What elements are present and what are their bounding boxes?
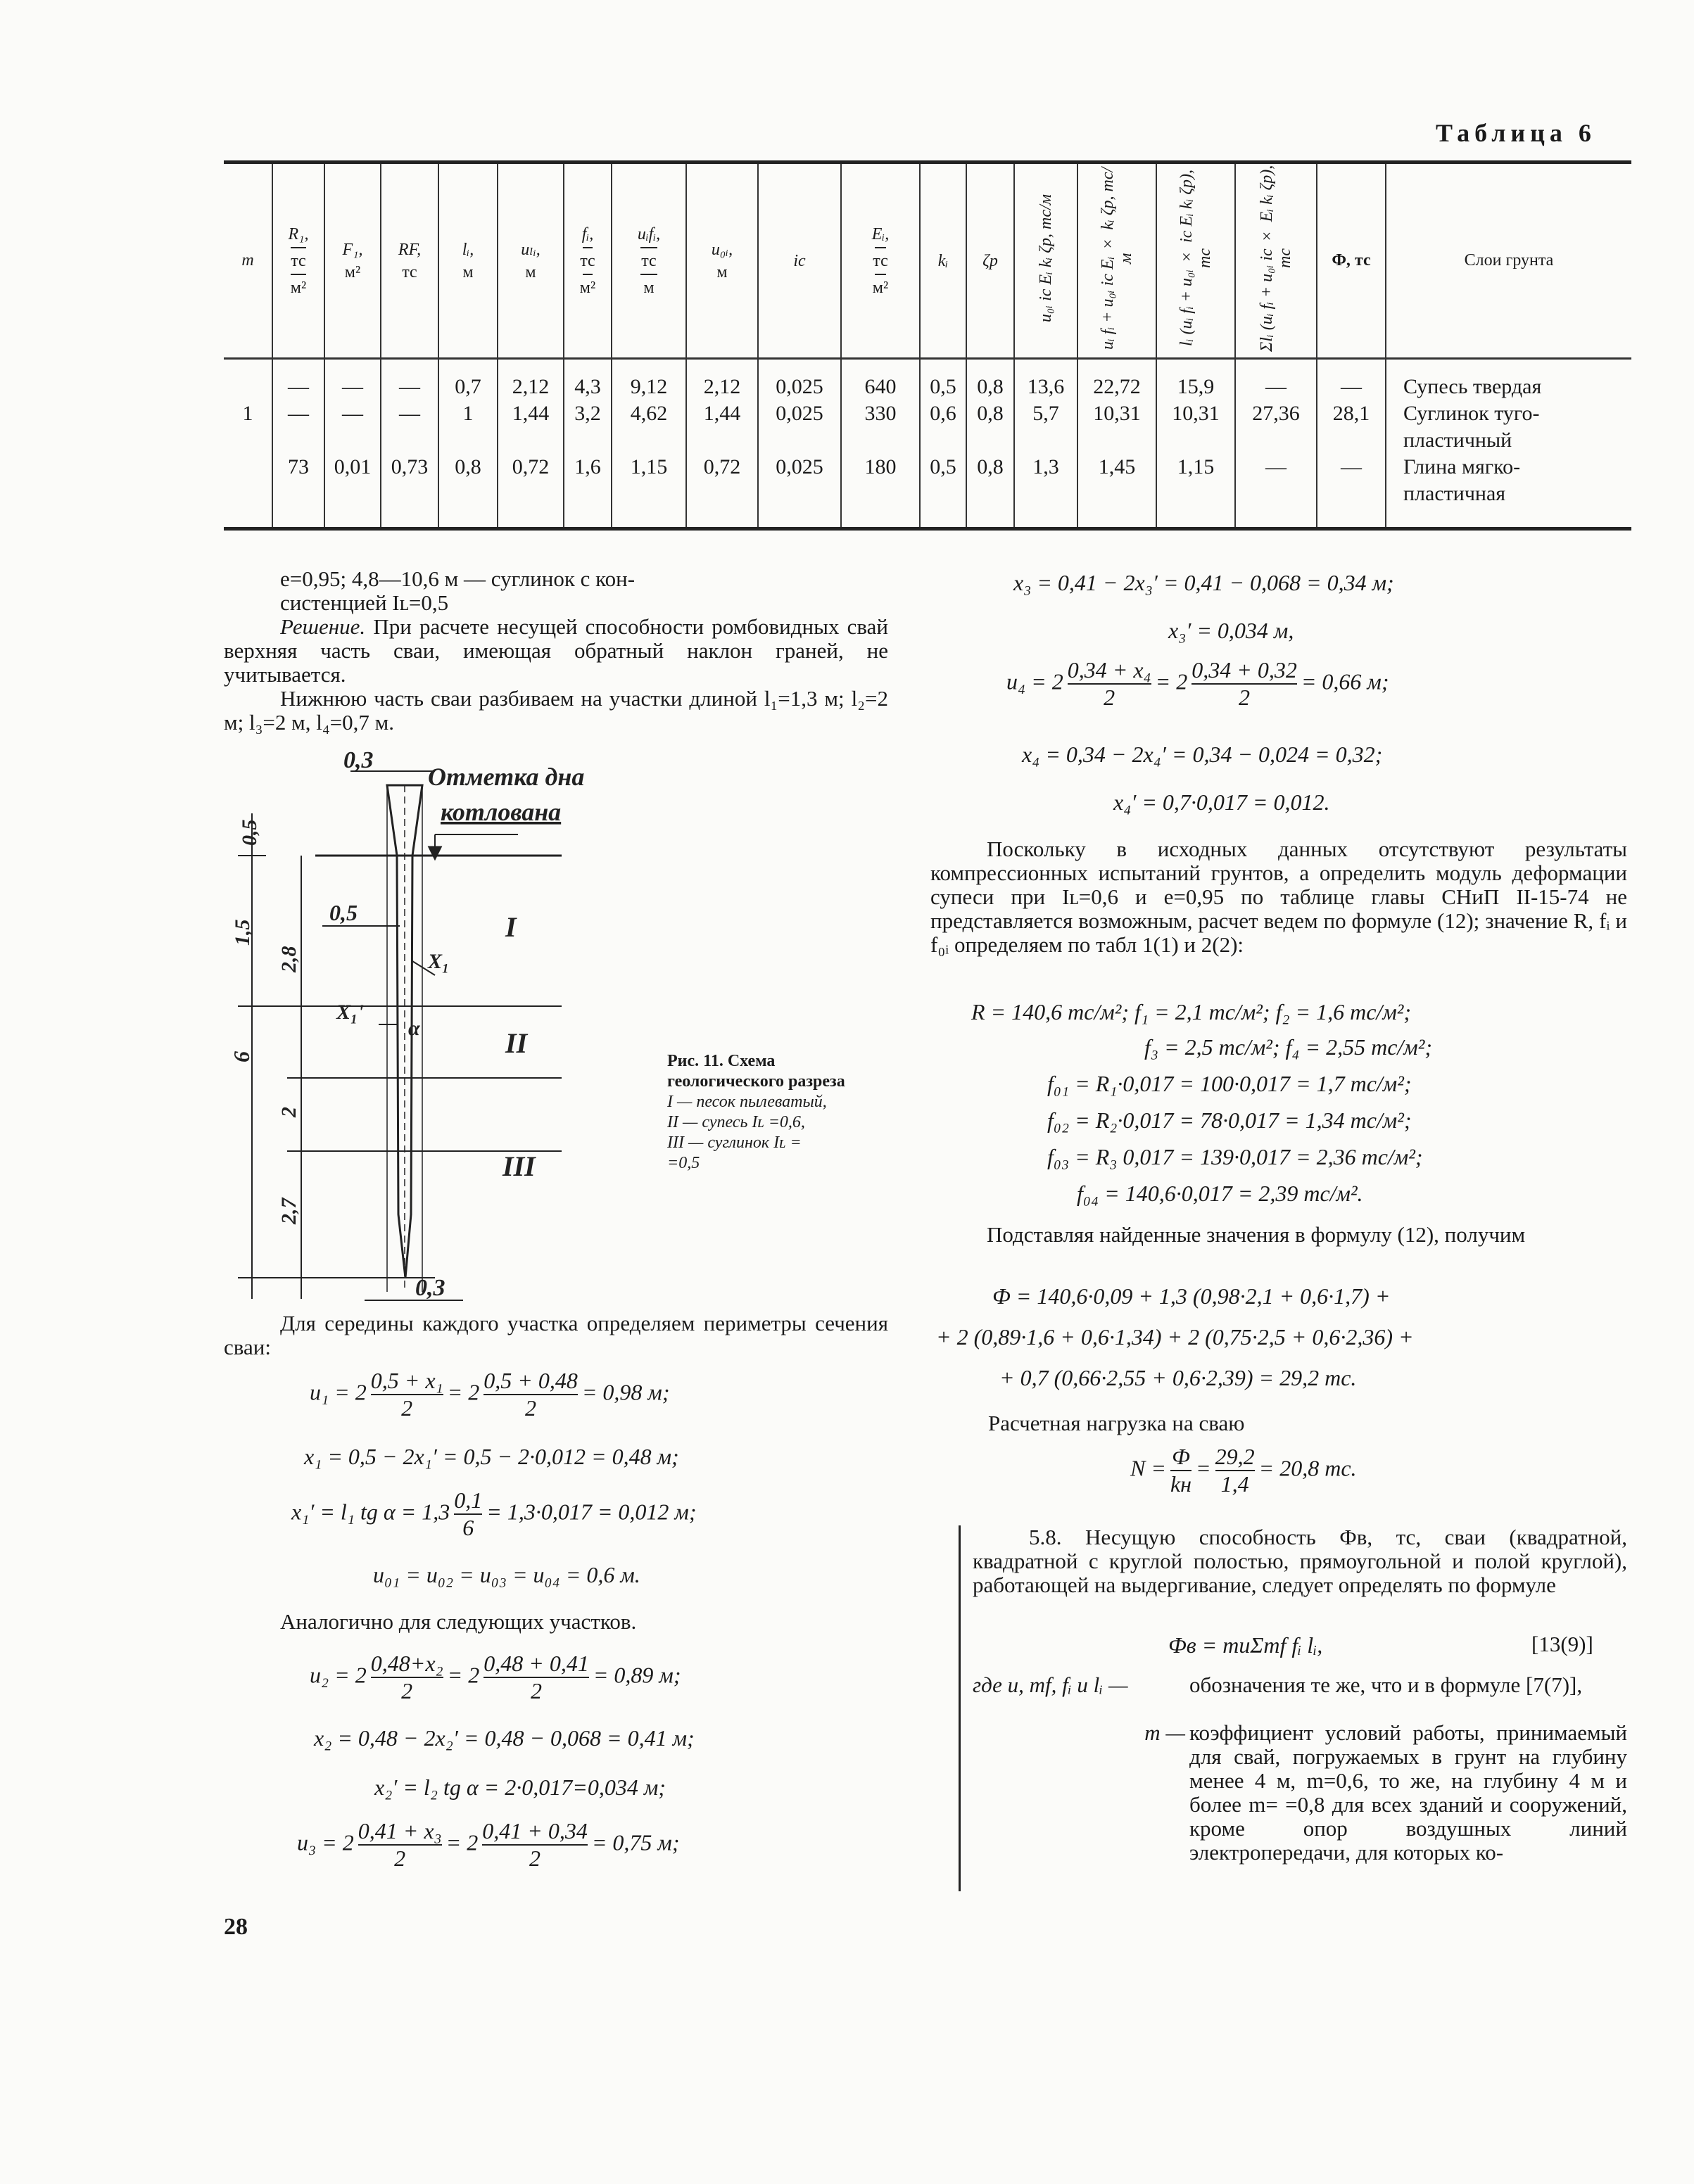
equation-f03: f₀₃ = R₃ 0,017 = 139·0,017 = 2,36 тс/м²; bbox=[1047, 1144, 1423, 1169]
compression-paragraph: Поскольку в исходных данных отсутствуют результаты компрессионных испытаний грунтов, а определить модуль деформации супеси при Iʟ=0,6 и e=0,95 по таблице главы СНиП II-15-74 не представляется возможным, расчет ведем по формуле (12); значение R, fᵢ и f₀ᵢ определяем по табл 1(1) и 2(2): bbox=[930, 837, 1627, 957]
dim-0-5: 0,5 bbox=[238, 819, 261, 846]
dim-2-7: 2,7 bbox=[277, 1198, 301, 1224]
cell-u: 2,12 1,44 0,72 bbox=[498, 359, 564, 529]
page-number: 28 bbox=[224, 1914, 248, 1940]
header-m: m bbox=[224, 163, 272, 359]
table-header-row bbox=[224, 163, 1631, 359]
where-definition: обозначения те же, что и в формуле [7(7)], bbox=[1189, 1672, 1583, 1697]
cell-c1: 13,6 5,7 1,3 bbox=[1014, 359, 1077, 529]
layer-II: II bbox=[505, 1027, 528, 1059]
dim-top: 0,3 bbox=[343, 747, 374, 773]
cell-ic: 0,025 0,025 0,025 bbox=[758, 359, 841, 529]
m-label: m — bbox=[1144, 1720, 1185, 1745]
equation-x4-prime: x₄′ = 0,7·0,017 = 0,012. bbox=[1113, 789, 1330, 815]
where-label: где u, mf, fᵢ и lᵢ — bbox=[973, 1672, 1128, 1697]
equation-u0: u₀₁ = u₀₂ = u₀₃ = u₀₄ = 0,6 м. bbox=[373, 1562, 640, 1587]
layer-I: I bbox=[505, 911, 517, 943]
layer-III: III bbox=[502, 1150, 536, 1182]
label-alpha: α bbox=[408, 1017, 420, 1040]
table-caption: Таблица 6 bbox=[1436, 119, 1596, 147]
section-5-8-paragraph: 5.8. Несущую способность Фв, тс, сваи (квадратной, квадратной с круглой полостью, прямоугольной и полой круглой), работающей на выдергивание, следует определять по формуле bbox=[973, 1525, 1627, 1597]
header-RF: RF, тс bbox=[381, 163, 438, 359]
header-zeta: ζр bbox=[966, 163, 1014, 359]
equation-x1: x₁ = 0,5 − 2x₁′ = 0,5 − 2·0,012 = 0,48 м; bbox=[304, 1444, 679, 1469]
dim-2: 2 bbox=[277, 1107, 301, 1117]
header-uf: uᵢfᵢ, тс м bbox=[612, 163, 686, 359]
m-definition: коэффициент условий работы, принимаемый для свай, погружаемых в грунт на глубину менее 4 м, m=0,6, то же, на глубину 4 м и более m= =0,8 для всех зданий и сооружений, кроме опор воздушных линий электропередачи, для которых ко- bbox=[1189, 1720, 1627, 1865]
dim-2-8: 2,8 bbox=[277, 946, 301, 972]
cell-c3: 15,9 10,31 1,15 bbox=[1156, 359, 1235, 529]
cell-k: 0,5 0,6 0,5 bbox=[920, 359, 966, 529]
cell-l: 0,7 1 0,8 bbox=[438, 359, 498, 529]
substitution-paragraph: Подставляя найденные значения в формулу (12), получим bbox=[987, 1222, 1526, 1247]
header-f: fᵢ, тс м² bbox=[564, 163, 612, 359]
equation-f04: f₀₄ = 140,6·0,017 = 2,39 тс/м². bbox=[1077, 1181, 1363, 1206]
equation-u2: u₂ = 2 $\frac{\text{0,48+x₂}}{2}$ = 2 $\frac{0,48 + 0,41}{2}$ = 0,89 м; bbox=[310, 1651, 681, 1703]
equation-phi-line3: + 0,7 (0,66·2,55 + 0,6·2,39) = 29,2 тс. bbox=[999, 1365, 1357, 1390]
equation-u4: u₄ = 2 $\frac{\text{0,34 + x₄}}{2}$ = 2 $\frac{0,34 + 0,32}{2}$ = 0,66 м; bbox=[1006, 657, 1389, 710]
equation-x3-prime: x₃′ = 0,034 м, bbox=[1168, 618, 1294, 643]
header-col-v4: Σlᵢ (uᵢ fᵢ + u₀ᵢ iс × Eᵢ kᵢ ζр), тс bbox=[1235, 163, 1317, 359]
data-table bbox=[224, 160, 1631, 531]
caption-title: Рис. 11. Схема геологического разреза bbox=[667, 1052, 845, 1091]
equation-x2-prime: x₂′ = l₂ tg α = 2·0,017=0,034 м; bbox=[374, 1775, 666, 1800]
equation-u3: u₃ = 2 $\frac{\text{0,41 + x₃}}{2}$ = 2 $\frac{0,41 + 0,34}{2}$ = 0,75 м; bbox=[297, 1818, 680, 1871]
solution-paragraph: Решение. При расчете несущей способности ромбовидных свай верхняя часть сваи, имеющая обратный наклон граней, не учитывается. bbox=[224, 614, 888, 687]
perimeters-paragraph: Для середины каждого участка определяем периметры сечения сваи: bbox=[224, 1311, 888, 1359]
equation-N: N = $\frac{Ф}{kн}$ = $\frac{29,2}{1,4}$ = 20,8 тс. bbox=[1130, 1444, 1357, 1497]
figure-caption: Рис. 11. Схема геологического разреза I — песок пылеватый, II — супесь Iʟ =0,6, III — суглинок Iʟ = =0,5 bbox=[667, 1052, 845, 1172]
dim-bottom: 0,3 bbox=[415, 1275, 445, 1301]
header-soil: Слои грунта bbox=[1386, 163, 1631, 359]
cell-phi: — 28,1 — bbox=[1317, 359, 1386, 529]
equation-x1-prime: x₁′ = l₁ tg α = 1,3 $\frac{0,1}{6}$ = 1,3·0,017 = 0,012 м; bbox=[291, 1487, 697, 1540]
header-col-v2: uᵢ fᵢ + u₀ᵢ iс Eᵢ × kᵢ ζр, тс/м bbox=[1077, 163, 1156, 359]
dim-6: 6 bbox=[229, 1051, 254, 1062]
cell-m: 1 bbox=[224, 359, 272, 529]
cell-c4: — 27,36 — bbox=[1235, 359, 1317, 529]
equation-f3: f₃ = 2,5 тс/м²; f₄ = 2,55 тс/м²; bbox=[1144, 1034, 1432, 1060]
dim-0-5b: 0,5 bbox=[329, 900, 358, 925]
analogous-paragraph: Аналогично для следующих участков. bbox=[280, 1609, 637, 1634]
cell-f: 4,3 3,2 1,6 bbox=[564, 359, 612, 529]
header-phi: Ф, тс bbox=[1317, 163, 1386, 359]
cell-uf: 9,12 4,62 1,15 bbox=[612, 359, 686, 529]
cell-c2: 22,72 10,31 1,45 bbox=[1077, 359, 1156, 529]
header-l: lᵢ, м bbox=[438, 163, 498, 359]
soil-continuation: e=0,95; 4,8—10,6 м — суглинок с кон- систенцией Iʟ=0,5 bbox=[280, 566, 636, 615]
equation-u1: u₁ = 2 $\frac{\text{0,5 + x₁}}{2}$ = 2 $\frac{0,5 + 0,48}{2}$ = 0,98 м; bbox=[310, 1368, 670, 1421]
header-u0: u₀ᵢ, м bbox=[686, 163, 758, 359]
cell-F: — — 0,01 bbox=[324, 359, 381, 529]
header-F: F₁, м² bbox=[324, 163, 381, 359]
dim-1-5: 1,5 bbox=[231, 919, 254, 946]
equation-f01: f₀₁ = R₁·0,017 = 100·0,017 = 1,7 тс/м²; bbox=[1047, 1071, 1412, 1096]
margin-line bbox=[959, 1525, 961, 1891]
cell-E: 640 330 180 bbox=[841, 359, 920, 529]
header-col-v3: lᵢ (uᵢ fᵢ + u₀ᵢ × iс Eᵢ kᵢ ζр), тс bbox=[1156, 163, 1235, 359]
table-row bbox=[224, 359, 1631, 529]
header-R: R₁, тс м² bbox=[272, 163, 324, 359]
header-u: uₗᵢ, м bbox=[498, 163, 564, 359]
equation-R: R = 140,6 тс/м²; f₁ = 2,1 тс/м²; f₂ = 1,6 тс/м²; bbox=[971, 999, 1411, 1024]
cell-zeta: 0,8 0,8 0,8 bbox=[966, 359, 1014, 529]
header-E: Eᵢ, тс м² bbox=[841, 163, 920, 359]
cell-u0: 2,12 1,44 0,72 bbox=[686, 359, 758, 529]
equation-x2: x₂ = 0,48 − 2x₂′ = 0,48 − 0,068 = 0,41 м; bbox=[314, 1725, 695, 1751]
equation-phi-line2: + 2 (0,89·1,6 + 0,6·1,34) + 2 (0,75·2,5 + 0,6·2,36) + bbox=[936, 1324, 1414, 1350]
cell-RF: — — 0,73 bbox=[381, 359, 438, 529]
label-x1-prime: X₁' bbox=[336, 1001, 364, 1024]
label-pit-bottom-1: Отметка дна bbox=[428, 763, 585, 791]
design-load-paragraph: Расчетная нагрузка на сваю bbox=[988, 1411, 1245, 1435]
equation-phi-v: Фв = mиΣmf fᵢ lᵢ, bbox=[1168, 1632, 1323, 1658]
equation-phi-v-number: [13(9)] bbox=[1531, 1632, 1593, 1656]
cell-soil: Супесь твердая Суглинок туго- пластичный Глина мягко- пластичная bbox=[1386, 359, 1631, 529]
equation-x4: x₄ = 0,34 − 2x₄′ = 0,34 − 0,024 = 0,32; bbox=[1022, 742, 1383, 767]
label-x1: X₁ bbox=[428, 950, 450, 973]
equation-f02: f₀₂ = R₂·0,017 = 78·0,017 = 1,34 тс/м²; bbox=[1047, 1107, 1412, 1133]
left-column-text bbox=[224, 567, 888, 735]
header-ic: iс bbox=[758, 163, 841, 359]
label-pit-bottom-2: котлована bbox=[441, 798, 562, 826]
cell-R: — — 73 bbox=[272, 359, 324, 529]
header-col-v1: u₀ᵢ iс Eᵢ kᵢ ζр, тс/м bbox=[1014, 163, 1077, 359]
equation-phi-line1: Ф = 140,6·0,09 + 1,3 (0,98·2,1 + 0,6·1,7) + bbox=[992, 1283, 1391, 1309]
equation-x3: x₃ = 0,41 − 2x₃′ = 0,41 − 0,068 = 0,34 м; bbox=[1013, 570, 1394, 595]
pile-diagram bbox=[224, 747, 660, 1301]
header-k: kᵢ bbox=[920, 163, 966, 359]
segments-paragraph: Нижнюю часть сваи разбиваем на участки длиной l₁=1,3 м; l₂=2 м; l₃=2 м, l₄=0,7 м. bbox=[224, 686, 888, 735]
